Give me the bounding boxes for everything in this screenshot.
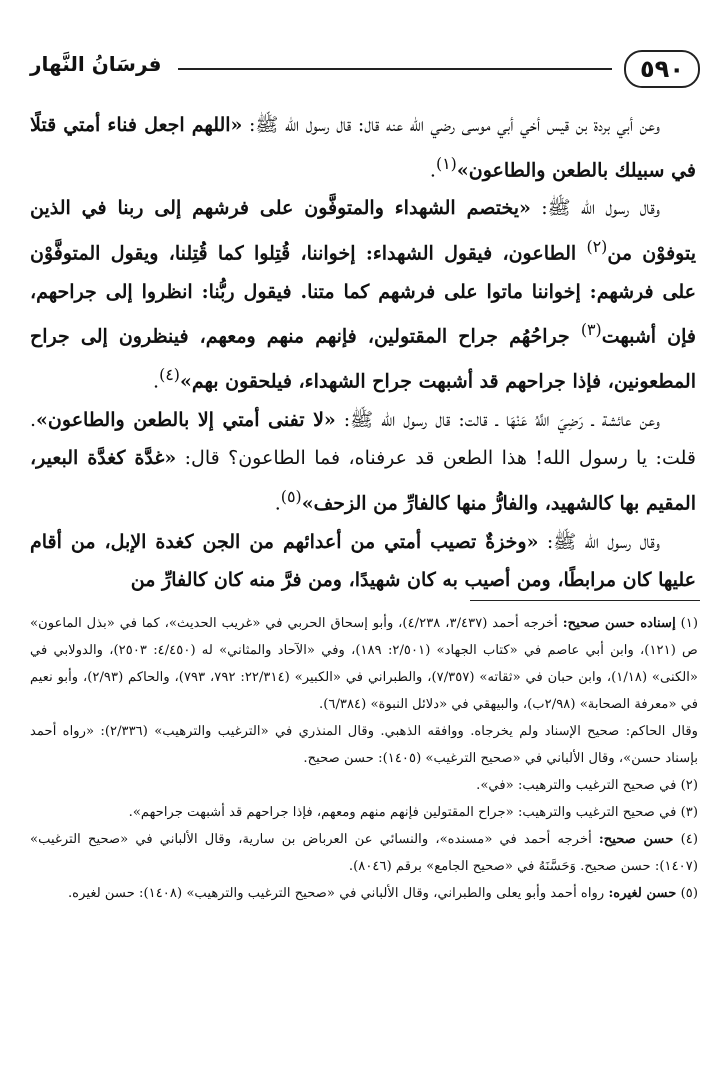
grading: إسناده حسن صحيح: xyxy=(562,616,676,631)
footnote-number: (٥) xyxy=(676,886,698,901)
text-run: . xyxy=(274,492,281,515)
hadith-text: «اللهم اجعل فناء أمتي قتلًا في سبيلك بالطعن والطاعون» xyxy=(30,114,696,181)
text-run: : xyxy=(335,408,351,431)
hadith-text: «لا تفنى أمتي إلا بالطعن والطاعون» xyxy=(36,408,336,431)
footnote-ref[interactable]: (١) xyxy=(435,153,457,173)
paragraph xyxy=(30,106,696,189)
header-rule xyxy=(178,68,612,70)
hadith-text: «غدَّة كغدَّة البعير، المقيم بها كالشهيد، والفارُّ منها كالفارِّ من الزحف» xyxy=(30,447,696,515)
footnote-text: وقال الحاكم: صحيح الإسناد ولم يخرجاه. ووافقه الذهبي. وقال المنذري في «الترغيب والترهيب» (٢/٣٣٦): «رواه أحمد بإسناد حسن»، وقال الألباني في «صحيح الترغيب» (١٤٠٥): حسن صحيح. xyxy=(30,724,699,766)
footnote-text: رواه أحمد وأبو يعلى والطبراني، وقال الألباني في «صحيح الترغيب والترهيب» (١٤٠٨): حسن لغيره. xyxy=(67,886,609,901)
footnote-ref[interactable]: (٤) xyxy=(159,364,180,384)
text-run: . قلت: يا رسول الله! هذا الطعن قد عرفناه، فما الطاعون؟ قال: xyxy=(30,408,696,470)
footnote-number: (٤) xyxy=(673,832,698,847)
honorific: ﷺ xyxy=(255,114,279,136)
footnote-text: (٣) في صحيح الترغيب والترهيب: «جراح المقتولين فإنهم منهم ومعهم، فإذا جراحهم قد أشبهت جراحهم». xyxy=(128,805,698,820)
footnote-ref[interactable]: (٢) xyxy=(586,236,608,256)
paragraph xyxy=(30,523,696,600)
page-header xyxy=(30,48,700,92)
text-run: قال: قال رسول الله xyxy=(278,114,386,136)
text-run: وعن أبي بردة بن قيس أخي أبي موسى xyxy=(455,114,660,136)
text-run: : xyxy=(538,530,554,553)
footnote-text: أخرجه أحمد (٣/٤٣٧، ٤/٢٣٨)، وأبو إسحاق الحربي في «غريب الحديث»، كما في «بذل الماعون» ص (١٢١)، وابن أبي عاصم في «كتاب الجهاد» (٢/٥٠١: ١٨٩)، وفي «الآحاد والمثاني» له (٤/٤٥٠: ٢٥٠٣)، والدولابي في «الكنى» (١/١٨)، وابن حبان في «ثقاته» (٧/٣٥٧)، والطبراني في «الكبير» (٢٢/٣١٤: ٧٩٢، ٧٩٣)، والحاكم (٢/٩٣)، وأبو نعيم في «معرفة الصحابة» (٢/٩٨ب)، والبيهقي في «دلائل النبوة» (٦/٣٨٤). xyxy=(30,616,698,712)
text-run: وعن عائشة ـ رَضِيَ اللَّهُ عَنْهَا ـ قالت: قال رسول الله xyxy=(373,408,660,431)
paragraph xyxy=(30,189,696,400)
honorific: ﷺ xyxy=(350,408,374,431)
grading: حسن لغيره: xyxy=(608,886,677,901)
honorific: ﷺ xyxy=(553,530,577,553)
page-number: ٥٩٠ xyxy=(624,50,700,88)
footnotes xyxy=(30,610,698,907)
text-run: : xyxy=(530,197,548,220)
footnote-text: أخرجه أحمد في «مسنده»، والنسائي عن العرباض بن سارية، وقال الألباني في «صحيح الترغيب» (١٤٠٧): حسن صحيح. وَحَسَّنَهُ في «صحيح الجامع» برقم (٨٠٤٦). xyxy=(30,832,698,874)
main-text xyxy=(30,106,696,600)
footnote-text: (٢) في صحيح الترغيب والترهيب: «في». xyxy=(476,778,698,793)
text-run: . xyxy=(153,370,160,393)
text-run: وقال رسول الله xyxy=(576,530,660,553)
honorific: رضي الله عنه xyxy=(385,114,456,136)
footnote-separator xyxy=(470,600,700,601)
text-run: . xyxy=(429,158,436,181)
hadith-text: «وخزةٌ تصيب أمتي من أعدائهم من الجن كغدة الإبل، من أقام عليها كان مرابطًا، ومن أصيب به كان شهيدًا، ومن فرَّ منه كان كالفارِّ من xyxy=(30,530,696,592)
hadith-text: الطاعون، فيقول الشهداء: إخواننا، قُتِلوا كما قُتِلنا، ويقول المتوفَّوْن على فرشهم: إخواننا ماتوا على فرشهم كما متنا. فيقول ربُّنا: انظروا إلى جراحهم، فإن أشبهت xyxy=(30,242,696,348)
footnote xyxy=(30,799,698,826)
honorific: ﷺ xyxy=(547,197,571,220)
paragraph xyxy=(30,401,696,523)
footnote-ref[interactable]: (٥) xyxy=(280,486,302,506)
footnote xyxy=(30,718,698,772)
footnote xyxy=(30,826,698,880)
book-title: فرسَانُ النَّهار xyxy=(30,52,162,76)
hadith-text: جراحُهُم جراح المقتولين، فإنهم منهم ومعهم، فينظرون إلى جراح المطعونين، فإذا جراحهم قد أشبهت جراح الشهداء، فيلحقون بهم» xyxy=(30,325,696,393)
hadith-text: «يختصم الشهداء والمتوفَّون على فرشهم إلى ربنا في الذين يتوفوْن من xyxy=(30,197,696,265)
text-run: وقال رسول الله xyxy=(570,197,660,220)
footnote-ref[interactable]: (٣) xyxy=(580,320,602,340)
text-run: : xyxy=(242,114,256,136)
footnote xyxy=(30,880,698,907)
grading: حسن صحيح: xyxy=(598,832,674,847)
footnote xyxy=(30,610,698,718)
footnote-number: (١) xyxy=(675,616,699,631)
footnote xyxy=(30,772,698,799)
